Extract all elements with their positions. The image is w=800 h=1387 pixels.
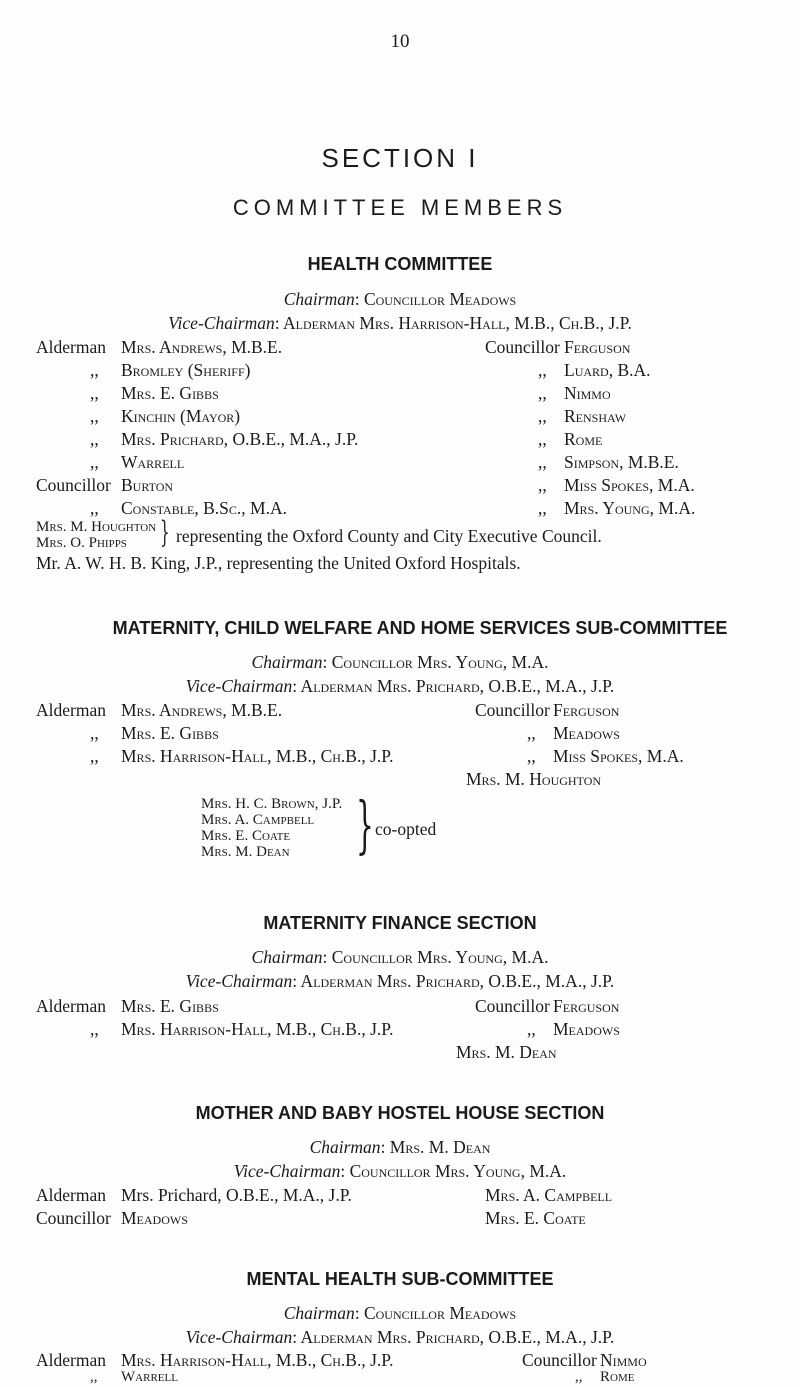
health-member-name: Warrell [121,452,185,472]
rep-hospitals: Mr. A. W. H. B. King, J.P., representing the United Oxford Hospitals. [36,553,521,573]
health-member-prefix: ,, [90,429,99,449]
brace-icon: } [356,788,374,861]
maternity-member-extra: Mrs. M. Houghton [466,769,602,789]
vice-chairman-value: : Councillor Mrs. Young, M.A. [340,1161,567,1181]
health-member-prefix: Alderman [36,337,106,357]
finance-member-name: Ferguson [553,996,620,1016]
health-member-prefix: ,, [538,429,547,449]
maternity-member-prefix: ,, [527,746,536,766]
health-member-prefix: ,, [538,452,547,472]
health-member-prefix: ,, [90,406,99,426]
chairman-label: Chairman [251,947,323,967]
health-member-prefix: ,, [90,498,99,518]
rep-member: Mrs. M. Houghton [36,519,157,535]
maternity-vice-chairman [0,678,800,696]
finance-member-prefix: ,, [90,1019,99,1039]
vice-chairman-value: : Alderman Mrs. Prichard, O.B.E., M.A., J.P. [292,971,615,991]
health-member-name: Mrs. Prichard, O.B.E., M.A., J.P. [121,429,359,449]
chairman-label: Chairman [283,289,355,309]
finance-member-prefix: Councillor [475,996,550,1016]
chairman-label: Chairman [309,1137,381,1157]
maternity-member-prefix: ,, [90,746,99,766]
committee-members-title: COMMITTEE MEMBERS [232,195,568,220]
health-member-name: Mrs. Young, M.A. [564,498,696,518]
coopted-label: co-opted [375,819,437,839]
hostel-member-prefix: Councillor [36,1208,111,1228]
rep-member: Mrs. O. Phipps [36,535,127,551]
rep-executive-council: representing the Oxford County and City Executive Council. [176,526,602,546]
maternity-member-name: Ferguson [553,700,620,720]
maternity-member-name: Miss Spokes, M.A. [553,746,684,766]
mental-member-prefix: ,, [90,1369,98,1385]
coopted-member: Mrs. A. Campbell [201,812,315,828]
finance-vice-chairman [0,973,800,991]
coopted-member: Mrs. E. Coate [201,828,291,844]
health-member-prefix: ,, [90,360,99,380]
finance-heading: MATERNITY FINANCE SECTION [263,913,537,933]
health-member-prefix: ,, [538,383,547,403]
health-committee-heading: HEALTH COMMITTEE [307,254,493,274]
mental-member-prefix: ,, [575,1369,583,1385]
vice-chairman-label: Vice-Chairman [185,676,293,696]
maternity-member-prefix: ,, [90,723,99,743]
mental-member-name: Warrell [121,1369,178,1385]
finance-member-name: Mrs. Harrison-Hall, M.B., Ch.B., J.P. [121,1019,394,1039]
vice-chairman-label: Vice-Chairman [185,971,293,991]
chairman-value: : Councillor Mrs. Young, M.A. [322,947,549,967]
hostel-member-prefix: Alderman [36,1185,106,1205]
health-member-name: Bromley (Sheriff) [121,360,251,380]
health-member-name: Mrs. Andrews, M.B.E. [121,337,283,357]
health-member-name: Mrs. E. Gibbs [121,383,219,403]
mental-chairman [0,1305,800,1323]
hostel-vice-chairman [0,1163,800,1181]
health-vice-chairman [0,315,800,333]
chairman-label: Chairman [251,652,323,672]
mental-member-name: Rome [600,1369,635,1385]
health-chairman [0,291,800,309]
mental-member-prefix: Alderman [36,1350,106,1370]
health-member-prefix: ,, [538,406,547,426]
finance-member-name: Mrs. E. Gibbs [121,996,219,1016]
maternity-member-prefix: Alderman [36,700,106,720]
finance-chairman [0,949,800,967]
health-member-prefix: ,, [90,452,99,472]
health-member-name: Luard, B.A. [564,360,651,380]
vice-chairman-value: : Alderman Mrs. Harrison-Hall, M.B., Ch.B., J.P. [274,313,632,333]
maternity-member-prefix: ,, [527,723,536,743]
brace-icon: } [160,515,170,550]
finance-member-prefix: ,, [527,1019,536,1039]
health-member-prefix: ,, [538,475,547,495]
hostel-member-name: Meadows [121,1208,188,1228]
health-member-name: Nimmo [564,383,611,403]
health-member-name: Renshaw [564,406,627,426]
health-member-prefix: Councillor [485,337,560,357]
vice-chairman-label: Vice-Chairman [233,1161,341,1181]
health-member-name: Miss Spokes, M.A. [564,475,695,495]
chairman-value: : Councillor Meadows [354,289,517,309]
maternity-member-name: Mrs. E. Gibbs [121,723,219,743]
page-number: 10 [390,31,410,52]
coopted-member: Mrs. H. C. Brown, J.P. [201,796,343,812]
finance-member-name: Meadows [553,1019,620,1039]
mental-member-name: Mrs. Harrison-Hall, M.B., Ch.B., J.P. [121,1350,394,1370]
hostel-member-right: Mrs. A. Campbell [485,1185,613,1205]
health-member-name: Constable, B.Sc., M.A. [121,498,287,518]
health-member-name: Kinchin (Mayor) [121,406,241,426]
coopted-member: Mrs. M. Dean [201,844,290,860]
maternity-member-name: Mrs. Andrews, M.B.E. [121,700,283,720]
chairman-value: : Councillor Mrs. Young, M.A. [322,652,549,672]
vice-chairman-value: : Alderman Mrs. Prichard, O.B.E., M.A., J.P. [292,1327,615,1347]
chairman-value: : Councillor Meadows [354,1303,517,1323]
health-member-name: Burton [121,475,174,495]
hostel-member-name: Mrs. Prichard, O.B.E., M.A., J.P. [121,1185,352,1205]
vice-chairman-label: Vice-Chairman [168,313,275,333]
health-member-prefix: Councillor [36,475,111,495]
hostel-member-right: Mrs. E. Coate [485,1208,586,1228]
finance-member-extra: Mrs. M. Dean [456,1042,557,1062]
maternity-heading: MATERNITY, CHILD WELFARE AND HOME SERVICES SUB-COMMITTEE [112,618,728,638]
hostel-chairman [0,1139,800,1157]
finance-member-prefix: Alderman [36,996,106,1016]
vice-chairman-label: Vice-Chairman [185,1327,293,1347]
maternity-member-name: Mrs. Harrison-Hall, M.B., Ch.B., J.P. [121,746,394,766]
maternity-member-prefix: Councillor [475,700,550,720]
health-member-name: Rome [564,429,603,449]
mental-vice-chairman [0,1329,800,1347]
health-member-name: Simpson, M.B.E. [564,452,679,472]
health-member-prefix: ,, [538,360,547,380]
chairman-value: : Mrs. M. Dean [380,1137,491,1157]
health-member-prefix: ,, [538,498,547,518]
health-member-name: Ferguson [564,337,631,357]
mental-member-name: Nimmo [600,1350,647,1370]
mental-member-prefix: Councillor [522,1350,597,1370]
vice-chairman-value: : Alderman Mrs. Prichard, O.B.E., M.A., J.P. [292,676,615,696]
chairman-label: Chairman [283,1303,355,1323]
maternity-chairman [0,654,800,672]
mental-health-heading: MENTAL HEALTH SUB-COMMITTEE [246,1269,554,1289]
health-member-prefix: ,, [90,383,99,403]
maternity-member-name: Meadows [553,723,620,743]
hostel-heading: MOTHER AND BABY HOSTEL HOUSE SECTION [195,1103,605,1123]
section-title: SECTION I [321,143,479,173]
